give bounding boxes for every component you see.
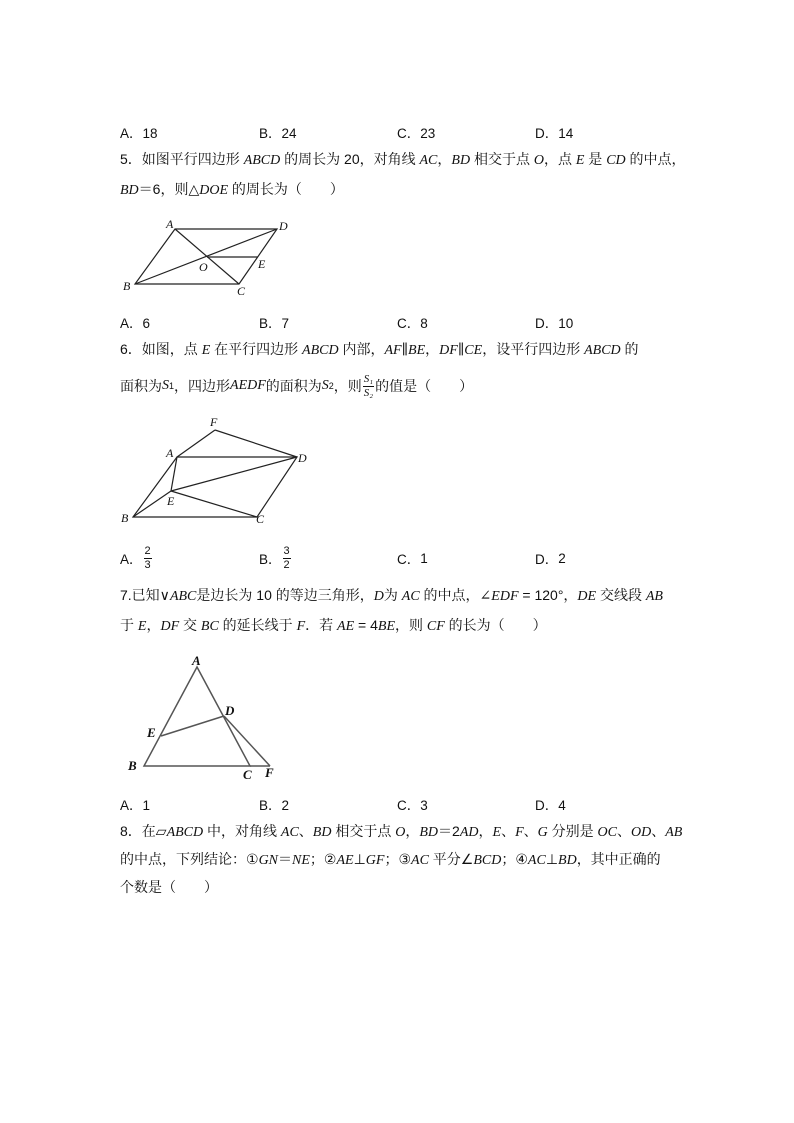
q5-parallelogram-figure (115, 212, 305, 302)
q5-label-e: E (258, 257, 266, 271)
q5-label-b: B (123, 279, 131, 293)
q6-label-c: C (256, 512, 265, 526)
q6-option-a[interactable]: A． $\frac{2}{3}$ (120, 544, 151, 571)
q6-label-a: A (166, 446, 174, 460)
q4-option-c[interactable]: C．23 (397, 126, 436, 141)
q7-label-f: F (265, 765, 274, 780)
q5-option-b[interactable]: B．7 (259, 316, 290, 331)
q6-option-b[interactable]: B． $\frac{3}{2}$ (259, 544, 290, 571)
q6-fraction: $\frac{\text{S₁}}{\text{S₂}}$ (363, 372, 374, 399)
q6-options (0, 541, 794, 575)
q5-option-c[interactable]: C．8 (397, 316, 428, 331)
q5-text-line2: BD＝6，则△DOE 的周长为（ ） (120, 181, 344, 198)
q6-label-b: B (121, 511, 129, 525)
q5-option-d[interactable]: D．10 (535, 316, 574, 331)
q6-parallelogram-figure (115, 410, 315, 530)
q5-label-d: D (279, 219, 288, 233)
q5-label-c: C (237, 284, 246, 298)
q8-text-line3: 个数是（ ） (120, 879, 218, 895)
q8-text-line1: 8．在▱ABCD 中，对角线 AC、BD 相交于点 O，BD＝2AD，E、F、G 分别是 OC、OD、AB (120, 823, 683, 840)
q8-text-line2: 的中点，下列结论：①GN＝NE；②AE⊥GF；③AC 平分∠BCD；④AC⊥BD，其中正确的 (120, 851, 661, 868)
q7-text-line2: 于 E，DF 交 BC 的延长线于 F．若 AE = 4BE，则 CF 的长为（ ） (120, 617, 547, 634)
q4-options (0, 122, 794, 144)
q6-text-line2: 面积为 S 1 ，四边形 AEDF 的面积为 S 2 ，则 $\frac{\text{S₁}}{\text{S₂}}$ 的值是（ ） (120, 372, 474, 399)
q4-option-d[interactable]: D．14 (535, 126, 574, 141)
q5-label-o: O (199, 260, 208, 274)
q7-triangle-figure (120, 650, 290, 785)
q7-label-e: E (147, 725, 156, 740)
q6-option-c[interactable]: C． 1 (397, 550, 428, 567)
q7-option-b[interactable]: B．2 (259, 798, 290, 813)
q6-text-line1: 6．如图，点 E 在平行四边形 ABCD 内部，AF∥BE，DF∥CE，设平行四边形 ABCD 的 (120, 341, 639, 358)
q5-options (0, 312, 794, 334)
q7-text-line1: 7.已知∨ABC是边长为 10 的等边三角形，D为 AC 的中点，∠EDF = 120°，DE 交线段 AB (120, 587, 663, 604)
q6-label-e: E (167, 494, 175, 508)
q7-options (0, 794, 794, 816)
q7-label-b: B (128, 758, 137, 773)
q7-option-a[interactable]: A．1 (120, 798, 151, 813)
q7-option-c[interactable]: C．3 (397, 798, 428, 813)
q7-option-d[interactable]: D．4 (535, 798, 566, 813)
q5-label-a: A (166, 217, 174, 231)
q6-label-f: F (210, 415, 218, 429)
q7-label-c: C (243, 767, 252, 782)
q6-label-d: D (298, 451, 307, 465)
q5-text-line1: 5．如图平行四边形 ABCD 的周长为 20，对角线 AC，BD 相交于点 O，点 E 是 CD 的中点， (120, 151, 686, 168)
q5-option-a[interactable]: A．6 (120, 316, 151, 331)
q4-option-a[interactable]: A．18 (120, 126, 158, 141)
q7-label-a: A (192, 653, 201, 668)
q4-option-b[interactable]: B．24 (259, 126, 297, 141)
q7-label-d: D (225, 703, 235, 718)
q6-option-d[interactable]: D． 2 (535, 550, 566, 567)
